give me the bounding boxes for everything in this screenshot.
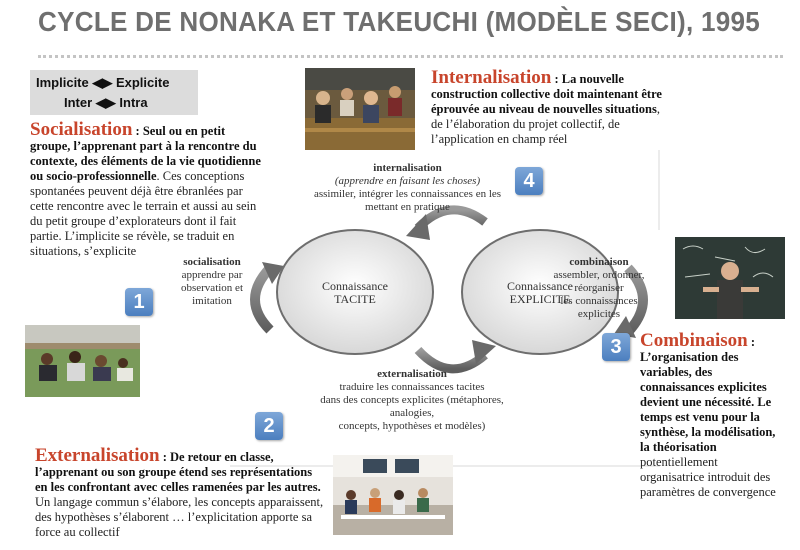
tacit-label-line: Connaissance: [322, 279, 388, 293]
explicit-label-line: EXPLICITE: [509, 292, 571, 306]
externalisation-photo: [333, 455, 453, 535]
tacit-label-line: TACITE: [334, 292, 376, 306]
combinaison-heading: Combinaison: [640, 330, 748, 351]
combinaison-bold-text: L’organisation des variables, des connaissances explicites devient une nécessité. Le temps est venu pour la synthèse, la modélisation, la théorisation: [640, 350, 776, 454]
diagram-socialisation-head: socialisation: [183, 256, 241, 268]
diagram-externalisation-label: [298, 368, 526, 433]
externalisation-body-text: Un langage commun s’élabore, les concepts apparaissent, des hypothèses s’élaborent … l’explicitation apporte sa force au collectif: [35, 495, 324, 539]
explicit-label-line: Connaissance: [507, 279, 573, 293]
diagram-combinaison-line: assembler, ordonner,: [553, 269, 645, 281]
diagram-internalisation-line: mettant en pratique: [365, 201, 450, 213]
diagram-externalisation-head: externalisation: [377, 368, 447, 380]
internalisation-heading: Internalisation: [431, 67, 552, 88]
socialisation-text: [30, 119, 262, 259]
diagram-socialisation-line: apprendre par: [181, 269, 243, 281]
diagram-internalisation-sub: (apprendre en faisant les choses): [334, 175, 481, 187]
diagram-externalisation-line: traduire les connaissances tacites: [339, 381, 485, 393]
diagram-socialisation-line: observation et: [180, 282, 243, 294]
socialisation-bold-text: Seul ou en petit groupe, l’apprenant part à la rencontre du contexte, des éléments de la vie quotidienne ou socio-professionnelle: [30, 124, 261, 183]
socialisation-heading: Socialisation: [30, 119, 133, 140]
step-badge-4: 4: [515, 167, 543, 195]
diagram-combinaison-line: réorganiser: [574, 282, 624, 294]
internalisation-colon: :: [551, 72, 562, 86]
combinaison-text: [640, 330, 785, 500]
externalisation-heading: Externalisation: [35, 445, 160, 466]
diagram-combinaison-line: les connaissances: [560, 295, 638, 307]
socialisation-photo: [25, 325, 140, 397]
legend-line-inter-intra: Inter ◀▶ Intra: [64, 95, 148, 110]
externalisation-colon: :: [159, 450, 170, 464]
internalisation-text: [431, 67, 666, 147]
diagram-internalisation-label: [300, 162, 515, 214]
legend-box: [30, 70, 198, 115]
diagram-internalisation-line: assimiler, intégrer les connaissances en les: [313, 188, 502, 200]
combinaison-photo: [675, 237, 785, 319]
socialisation-colon: :: [132, 124, 143, 138]
externalisation-bold-text: De retour en classe, l’apprenant ou son groupe étend ses représentations en les confrontant avec celles ramenées par les autres.: [35, 450, 321, 494]
internalisation-body-text: , de l’élaboration du projet collectif, de l’application en champ réel: [431, 102, 660, 146]
diagram-externalisation-line: concepts, hypothèses et modèles): [338, 420, 486, 432]
diagram-internalisation-head: internalisation: [373, 162, 442, 174]
diagram-combinaison-line: explicites: [577, 308, 621, 320]
diagram-socialisation-line: imitation: [192, 295, 232, 307]
step-badge-1: 1: [125, 288, 153, 316]
page-title: CYCLE DE NONAKA ET TAKEUCHI (MODÈLE SECI), 1995: [38, 6, 761, 37]
combinaison-colon: :: [747, 335, 755, 349]
socialisation-body-text: . Ces conceptions spontanées peuvent déjà être ébranlées par cette rencontre avec le terrain et aussi au sein du petit groupe d’explorateurs dont il fait partie. L’implicite se révèle, se traduit en situations, s’explicite: [30, 169, 257, 258]
combinaison-body-text: potentiellement organisatrice introduit des paramètres de convergence: [640, 455, 776, 499]
diagram-combinaison-head: combinaison: [569, 256, 629, 268]
title-divider: [38, 55, 783, 58]
externalisation-text: [35, 445, 325, 540]
tacit-knowledge-label: [295, 280, 415, 306]
diagram-combinaison-label: [540, 256, 658, 321]
diagram-socialisation-label: [162, 256, 262, 308]
step-badge-3: 3: [602, 333, 630, 361]
internalisation-bold-text: La nouvelle construction collective doit maintenant être éprouvée au niveau de nouvelles situations: [431, 72, 662, 116]
legend-line-implicit-explicit: Implicite ◀▶ Explicite: [36, 75, 170, 90]
step-badge-2: 2: [255, 412, 283, 440]
internalisation-photo: [305, 68, 415, 150]
diagram-externalisation-line: dans des concepts explicites (métaphores, analogies,: [320, 394, 504, 419]
